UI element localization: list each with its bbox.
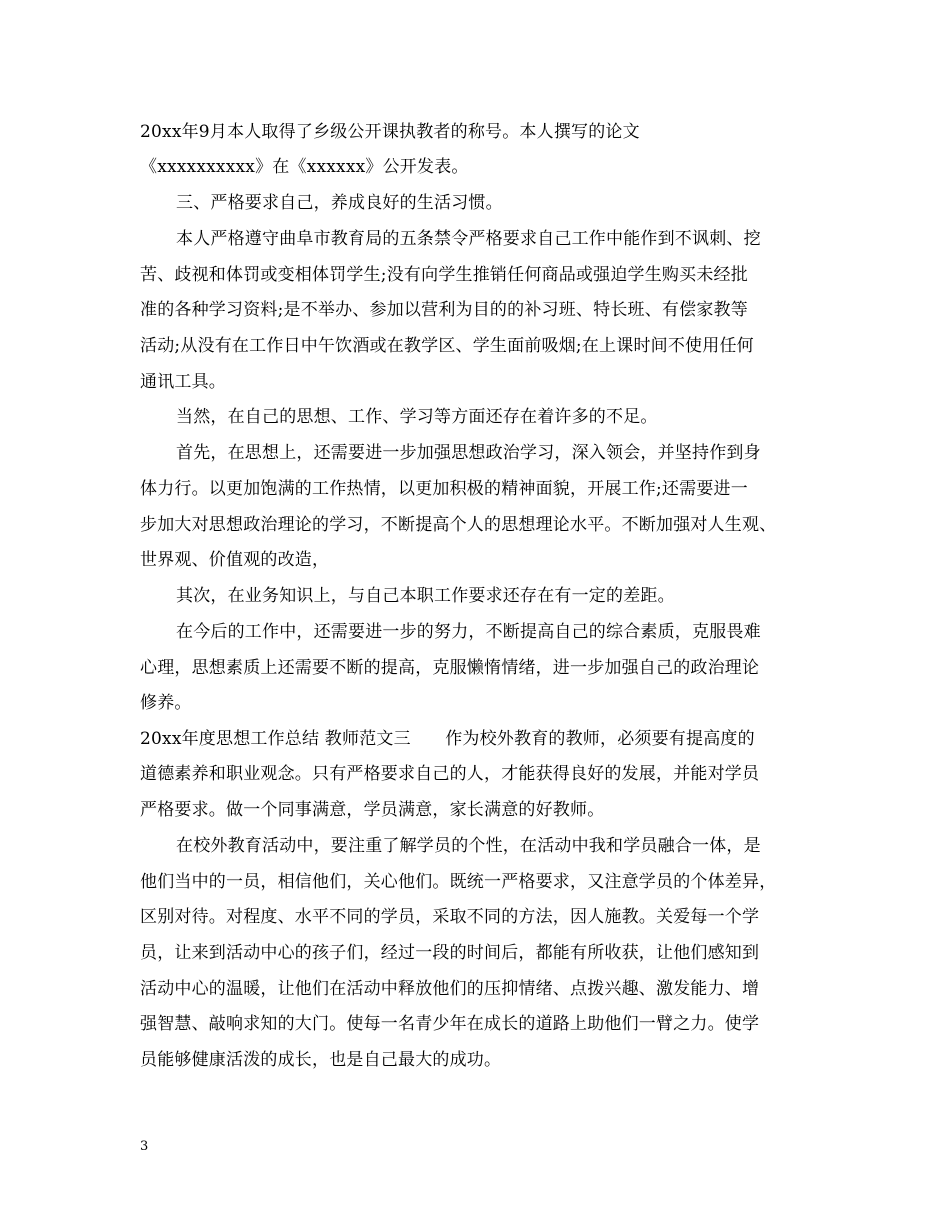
text-line: 修养。 — [140, 693, 192, 713]
text-line: 强智慧、敲响求知的大门。使每一名青少年在成长的道路上助他们一臂之力。使学 — [140, 1014, 760, 1034]
text-line: 区别对待。对程度、水平不同的学员，采取不同的方法，因人施教。关爱每一个学 — [140, 907, 760, 927]
page-number: 3 — [140, 1139, 149, 1154]
text-line: 他们当中的一员，相信他们，关心他们。既统一严格要求，又注意学员的个体差异， — [140, 872, 777, 892]
text-line: 本人严格遵守曲阜市教育局的五条禁令严格要求自己工作中能作到不讽刺、挖 — [176, 229, 761, 249]
text-line: 活动中心的温暖，让他们在活动中释放他们的压抑情绪、点拨兴趣、激发能力、增 — [140, 979, 760, 999]
text-line: 通讯工具。 — [140, 372, 226, 392]
text-line: 准的各种学习资料;是不举办、参加以营利为目的的补习班、特长班、有偿家教等 — [140, 300, 748, 320]
text-line: 严格要求。做一个同事满意，学员满意，家长满意的好教师。 — [140, 800, 605, 820]
text-line: 《xxxxxxxxxx》在《xxxxxx》公开发表。 — [140, 157, 469, 177]
text-line: 20xx年度思想工作总结 教师范文三 作为校外教育的教师，必须要有提高度的 — [140, 729, 755, 749]
text-line: 世界观、价值观的改造， — [140, 550, 330, 570]
text-line: 当然，在自己的思想、工作、学习等方面还存在着许多的不足。 — [176, 407, 658, 427]
section-heading: 三、严格要求自己，养成良好的生活习惯。 — [176, 193, 503, 213]
text-line: 首先，在思想上，还需要进一步加强思想政治学习，深入领会，并坚持作到身 — [176, 443, 761, 463]
text-line: 员能够健康活泼的成长，也是自己最大的成功。 — [140, 1050, 502, 1070]
text-line: 心理，思想素质上还需要不断的提高，克服懒惰情绪，进一步加强自己的政治理论 — [140, 658, 760, 678]
text-line: 在今后的工作中，还需要进一步的努力，不断提高自己的综合素质，克服畏难 — [176, 622, 761, 642]
text-line: 员，让来到活动中心的孩子们，经过一段的时间后，都能有所收获，让他们感知到 — [140, 943, 760, 963]
text-line: 在校外教育活动中，要注重了解学员的个性，在活动中我和学员融合一体，是 — [176, 836, 761, 856]
text-line: 活动;从没有在工作日中午饮酒或在教学区、学生面前吸烟;在上课时间不使用任何 — [140, 336, 754, 356]
text-line: 20xx年9月本人取得了乡级公开课执教者的称号。本人撰写的论文 — [140, 122, 640, 142]
text-line: 道德素养和职业观念。只有严格要求自己的人，才能获得良好的发展，并能对学员 — [140, 764, 760, 784]
text-line: 其次，在业务知识上，与自己本职工作要求还存在有一定的差距。 — [176, 586, 675, 606]
text-line: 苦、歧视和体罚或变相体罚学生;没有向学生推销任何商品或强迫学生购买未经批 — [140, 265, 748, 285]
text-line: 体力行。以更加饱满的工作热情，以更加积极的精神面貌，开展工作;还需要进一 — [140, 479, 748, 499]
text-line: 步加大对思想政治理论的学习，不断提高个人的思想理论水平。不断加强对人生观、 — [140, 515, 777, 535]
